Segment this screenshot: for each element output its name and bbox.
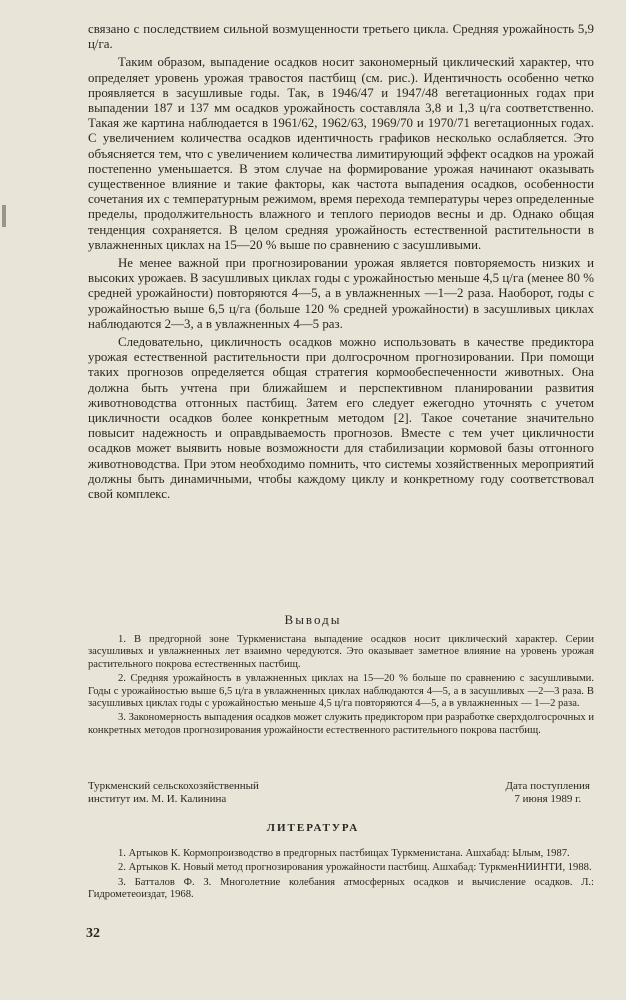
conclusions-list <box>88 634 594 739</box>
paragraph: Следовательно, цикличность осадков можно использовать в качестве предиктора урожая естественной растительности при долгосрочном прогнозировании. При помощи таких прогнозов определяется общая стратегия кормообеспеченности животных. Она должна быть учтена при ближайшем и перспективном планировании развития животноводства отгонных пастбищ. Затем его следует ежегодно уточнять с учетом цикличности осадков более конкретным методом [2]. Такое сочетание значительно повысит надежность и оправдываемость прогнозов. Вместе с тем учет цикличности осадков может выявить новые возможности для стабилизации кормовой базы отгонного животноводства. При этом необходимо помнить, что системы хозяйственных мероприятий должны быть динамичными, чтобы каждому циклу и конкретному году соответствовал свой комплекс. <box>88 335 594 502</box>
conclusion-item: 2. Средняя урожайность в увлажненных циклах на 15—20 % больше по сравнению с засушливыми. Годы с урожайностью выше 6,5 ц/га в увлажненных циклах наблюдаются 4—5, а в засушливых —2—3 раза. В засушливых циклах годы с урожайностью меньше 4,5 ц/га повторяются 4—5, а в увлажненных — 1—2 раза. <box>88 673 594 710</box>
reference-item: 2. Артыков К. Новый метод прогнозирования урожайности пастбищ. Ашхабад: ТуркменНИИНТИ, 1988. <box>118 862 592 874</box>
affiliation-line: институт им. М. И. Калинина <box>88 793 227 805</box>
paragraph: Не менее важной при прогнозировании урожая является повторяемость низких и высоких урожаев. В засушливых циклах годы с урожайностью меньше 4,5 ц/га (менее 80 % средней урожайности) повторяются 4—5, а в увлажненных —1—2 раза. Наоборот, годы с урожайностью выше 6,5 ц/га (больше 120 % средней урожайности) в засушливых циклах наблюдаются 2—3, а в увлажненных 4—5 раз. <box>88 256 594 331</box>
main-text <box>88 22 594 502</box>
reference-item: 1. Артыков К. Кормопроизводство в предгорных пастбищах Туркменистана. Ашхабад: Ылым, 1987. <box>118 848 570 859</box>
conclusion-item: 3. Закономерность выпадения осадков может служить предиктором при разработке сверхдолгосрочных и конкретных методов прогнозирования урожайности естественного растительного покрова пастбищ. <box>88 712 594 736</box>
paragraph: Таким образом, выпадение осадков носит закономерный циклический характер, что определяет уровень урожая травостоя пастбищ (см. рис.). Идентичность особенно четко проявляется в засушливые годы. Так, в 1946/47 и 1947/48 вегетационных годах при выпадении 187 и 137 мм осадков урожайность составляла 3,8 и 1,3 ц/га соответственно. Такая же картина наблюдается в 1961/62, 1962/63, 1969/70 и 1970/71 вегетационных годах. С увеличением количества осадков идентичность графиков несколько ослабляется. Это объясняется тем, что с увеличением количества лимитирующий эффект осадков на урожай постепенно уменьшается. В этом случае на формирование урожая начинают оказывать существенное влияние и такие факторы, как частота выпадения осадков, особенности сочетания их с температурным режимом, время перехода температуры через определенные пределы, продолжительность влажного и теплого периодов весны и др. Однако общая тенденция сохраняется. В целом средняя урожайность естественной растительности в увлажненных циклах на 15—20 % выше по сравнению с засушливыми. <box>88 55 594 252</box>
affiliation-line: Туркменский сельскохозяйственный <box>88 780 259 792</box>
reference-item: 3. Батталов Ф. З. Многолетние колебания атмосферных осадков и вычисление осадков. Л.: Гидрометеоиздат, 1968. <box>88 876 594 901</box>
binding-mark <box>2 205 6 227</box>
references-heading: ЛИТЕРАТУРА <box>266 822 360 834</box>
page-number: 32 <box>86 926 100 941</box>
received-label: Дата поступления <box>505 780 590 792</box>
affiliation <box>88 780 259 806</box>
paragraph: связано с последствием сильной возмущенности третьего цикла. Средняя урожайность 5,9 ц/га. <box>88 22 594 52</box>
conclusions-heading: Выводы <box>284 612 342 627</box>
references-list <box>88 848 594 904</box>
received-value: 7 июня 1989 г. <box>514 793 582 805</box>
conclusion-item: 1. В предгорной зоне Туркменистана выпадение осадков носит циклический характер. Серии засушливых и увлажненных лет взаимно чередуются. Это оказывает заметное влияние на уровень урожая растительного покрова естественных пастбищ. <box>88 634 594 670</box>
received-date <box>506 780 590 806</box>
